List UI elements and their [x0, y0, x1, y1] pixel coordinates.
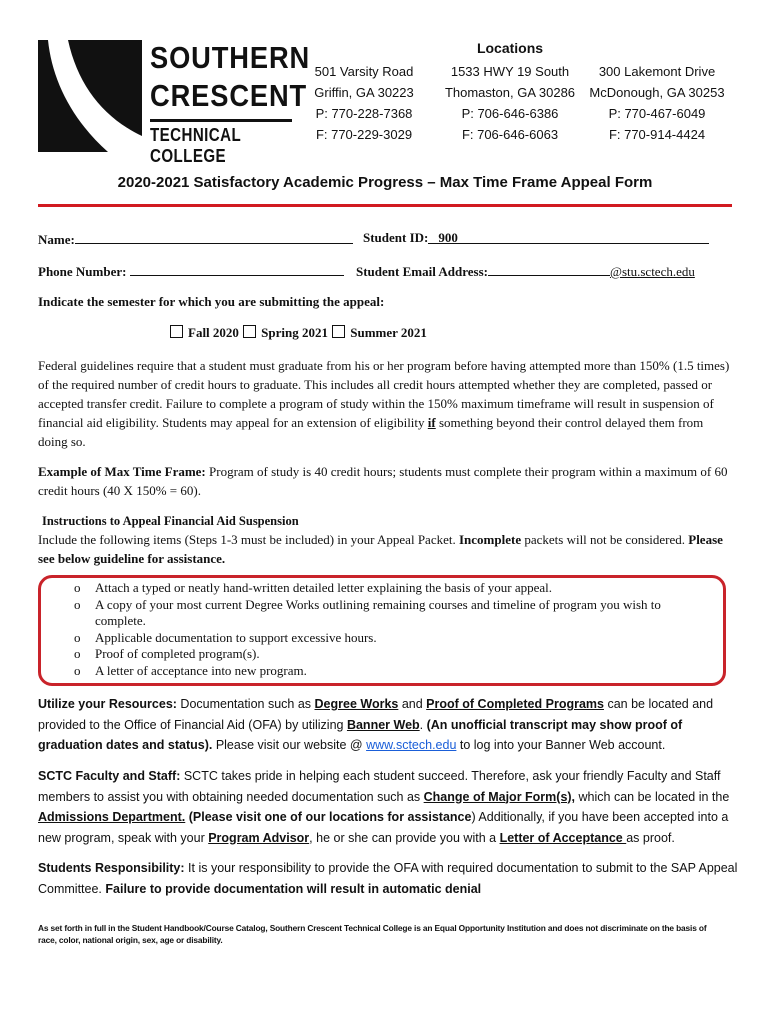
- resources-text: Documentation such as: [176, 697, 315, 711]
- list-item: [58, 597, 708, 630]
- faculty-label: SCTC Faculty and Staff:: [38, 769, 181, 783]
- responsibility-text: It is your responsibility to provide the OFA with required documentation to submit to the SAP Appeal Committee.: [38, 861, 738, 896]
- location-fax: F: 706-646-6063: [461, 127, 559, 142]
- federal-emphasis: if: [427, 415, 436, 430]
- example-text: Program of study is 40 credit hours; students must complete their program within a maximum of 60 credit hours (40 X 150% = 60).: [38, 464, 728, 498]
- college-logo: [38, 40, 311, 166]
- requirements-list: [58, 580, 708, 680]
- bullet-icon: o: [74, 596, 81, 612]
- form-title: 2020-2021 Satisfactory Academic Progress – Max Time Frame Appeal Form: [117, 174, 653, 191]
- location-address: 501 Varsity Road: [314, 64, 414, 79]
- phone-input-line[interactable]: [130, 262, 344, 276]
- website-link[interactable]: www.sctech.edu: [366, 738, 457, 752]
- list-item: [58, 663, 708, 680]
- name-field-row: [38, 230, 353, 248]
- faculty-text: which can be located in the: [575, 789, 730, 804]
- location-griffin: [300, 63, 428, 147]
- location-phone: P: 770-228-7368: [315, 106, 413, 121]
- fall-checkbox[interactable]: [170, 325, 183, 338]
- resources-text: and: [398, 697, 427, 711]
- requirement-text: Attach a typed or neatly hand-written detailed letter explaining the basis of your appeal.: [95, 580, 553, 595]
- federal-text-end: something beyond their control delayed them from doing so.: [38, 415, 704, 449]
- location-address: 1533 HWY 19 South: [450, 64, 570, 79]
- faculty-text: ) Additionally, if you have been accepted into a new program, speak with your: [38, 810, 729, 845]
- transcript-note: (An unofficial transcript may show proof of graduation dates and status).: [38, 717, 683, 752]
- resources-text: Please visit our website @: [212, 738, 367, 752]
- semester-option-spring: [243, 325, 328, 341]
- spring-checkbox[interactable]: [243, 325, 256, 338]
- guideline-emphasis: Please see below guideline for assistance.: [38, 532, 723, 566]
- example-paragraph: [38, 462, 733, 500]
- phone-label: Phone Number:: [38, 264, 127, 279]
- program-advisor-term: Program Advisor: [208, 830, 310, 845]
- instructions-heading: Instructions to Appeal Financial Aid Suspension: [42, 514, 299, 528]
- degree-works-term: Degree Works: [314, 697, 399, 711]
- instructions-text-part: Include the following items (Steps 1-3 must be included) in your Appeal Packet.: [38, 532, 459, 547]
- location-mcdonough: [588, 63, 726, 147]
- semester-option-summer: [332, 325, 427, 341]
- responsibility-label: Students Responsibility:: [38, 861, 185, 875]
- faculty-text: as proof.: [626, 830, 675, 845]
- requirement-text: A copy of your most current Degree Works outlining remaining courses and timeline of program you wish to complete.: [95, 596, 661, 629]
- semester-prompt: Indicate the semester for which you are submitting the appeal:: [38, 294, 385, 309]
- federal-text: Federal guidelines require that a student must graduate from his or her program before having attempted more than 150% (1.5 times) of the required number of credit hours to graduate. This includes all credit hours attempted whether they are completed, passed or accepted transfer credit. Failure to complete a program of study within the 150% maximum timeframe will result in suspension of financial aid eligibility. Students may appeal for an extension of eligibility: [38, 358, 730, 430]
- example-label: Example of Max Time Frame:: [38, 464, 206, 479]
- title-divider: [38, 204, 732, 207]
- location-city: McDonough, GA 30253: [589, 85, 725, 100]
- visit-note: (Please visit one of our locations for assistance: [185, 810, 472, 824]
- student-id-field-row: [363, 230, 709, 246]
- bullet-icon: o: [74, 646, 81, 662]
- resources-text: .: [419, 717, 427, 732]
- equal-opportunity-footer: As set forth in full in the Student Handbook/Course Catalog, Southern Crescent Technical College is an Equal Opportunity Institution and does not discriminate on the basis of race, color, national origin, sex, age or disability.: [38, 923, 707, 945]
- email-label: Student Email Address:: [356, 264, 488, 279]
- admissions-term: Admissions Department.: [38, 810, 186, 824]
- location-address: 300 Lakemont Drive: [598, 64, 716, 79]
- summer-checkbox[interactable]: [332, 325, 345, 338]
- fall-label: Fall 2020: [188, 325, 239, 340]
- student-id-input-line[interactable]: [428, 230, 709, 244]
- locations-heading: Locations: [476, 40, 544, 56]
- list-item: [58, 630, 708, 647]
- location-fax: F: 770-229-3029: [315, 127, 413, 142]
- instructions-text: [38, 530, 728, 568]
- summer-label: Summer 2021: [350, 325, 427, 340]
- change-of-major-term: Change of Major Form(s),: [423, 789, 576, 804]
- bullet-icon: o: [74, 629, 81, 645]
- incomplete-emphasis: Incomplete: [458, 532, 522, 547]
- faculty-text: SCTC takes pride in helping each student succeed. Therefore, ask your friendly Faculty and Staff members to assist you with obtaining needed documentation such as: [38, 769, 721, 804]
- logo-divider: [150, 119, 292, 122]
- resources-text: to log into your Banner Web account.: [456, 738, 666, 752]
- bullet-icon: o: [74, 580, 81, 595]
- bullet-icon: o: [74, 662, 81, 678]
- student-id-label: Student ID:: [363, 230, 429, 245]
- faculty-text: , he or she can provide you with a: [309, 830, 500, 845]
- logo-text-technical-college: TECHNICAL COLLEGE: [150, 125, 241, 166]
- instructions-text-part: packets will not be considered.: [521, 532, 689, 547]
- spring-label: Spring 2021: [261, 325, 328, 340]
- list-item: [58, 646, 708, 663]
- banner-web-term: Banner Web: [346, 717, 420, 732]
- letter-of-acceptance-term: Letter of Acceptance: [499, 830, 627, 845]
- logo-text-southern: SOUTHERN: [150, 40, 311, 75]
- requirement-text: Proof of completed program(s).: [95, 646, 260, 662]
- phone-field-row: [38, 262, 344, 280]
- responsibility-paragraph: [38, 858, 738, 899]
- crescent-logo-icon: [38, 40, 142, 152]
- resources-paragraph: [38, 694, 738, 756]
- faculty-paragraph: [38, 766, 738, 848]
- email-input-line[interactable]: [488, 262, 610, 276]
- requirement-text: A letter of acceptance into new program.: [95, 662, 307, 678]
- semester-options: [170, 325, 427, 341]
- denial-warning: Failure to provide documentation will result in automatic denial: [105, 881, 482, 896]
- semester-option-fall: [170, 325, 239, 341]
- name-label: Name:: [38, 232, 75, 247]
- student-id-prefix: 900: [438, 230, 458, 245]
- location-phone: P: 770-467-6049: [608, 106, 706, 121]
- location-city: Griffin, GA 30223: [314, 85, 414, 100]
- location-phone: P: 706-646-6386: [461, 106, 559, 121]
- email-domain: @stu.sctech.edu: [609, 264, 695, 279]
- resources-label: Utilize your Resources:: [38, 697, 177, 711]
- name-input-line[interactable]: [75, 230, 353, 244]
- list-item: [58, 580, 708, 597]
- federal-guidelines-paragraph: [38, 356, 733, 451]
- requirement-text: Applicable documentation to support excessive hours.: [95, 629, 377, 645]
- resources-text: can be located and provided to the Office of Financial Aid (OFA) by utilizing: [38, 697, 714, 732]
- proof-programs-term: Proof of Completed Programs: [426, 697, 604, 711]
- location-fax: F: 770-914-4424: [608, 127, 706, 142]
- location-thomaston: [440, 63, 580, 147]
- email-field-row: [356, 262, 695, 280]
- logo-text-crescent: CRESCENT: [150, 78, 308, 113]
- location-city: Thomaston, GA 30286: [444, 85, 576, 100]
